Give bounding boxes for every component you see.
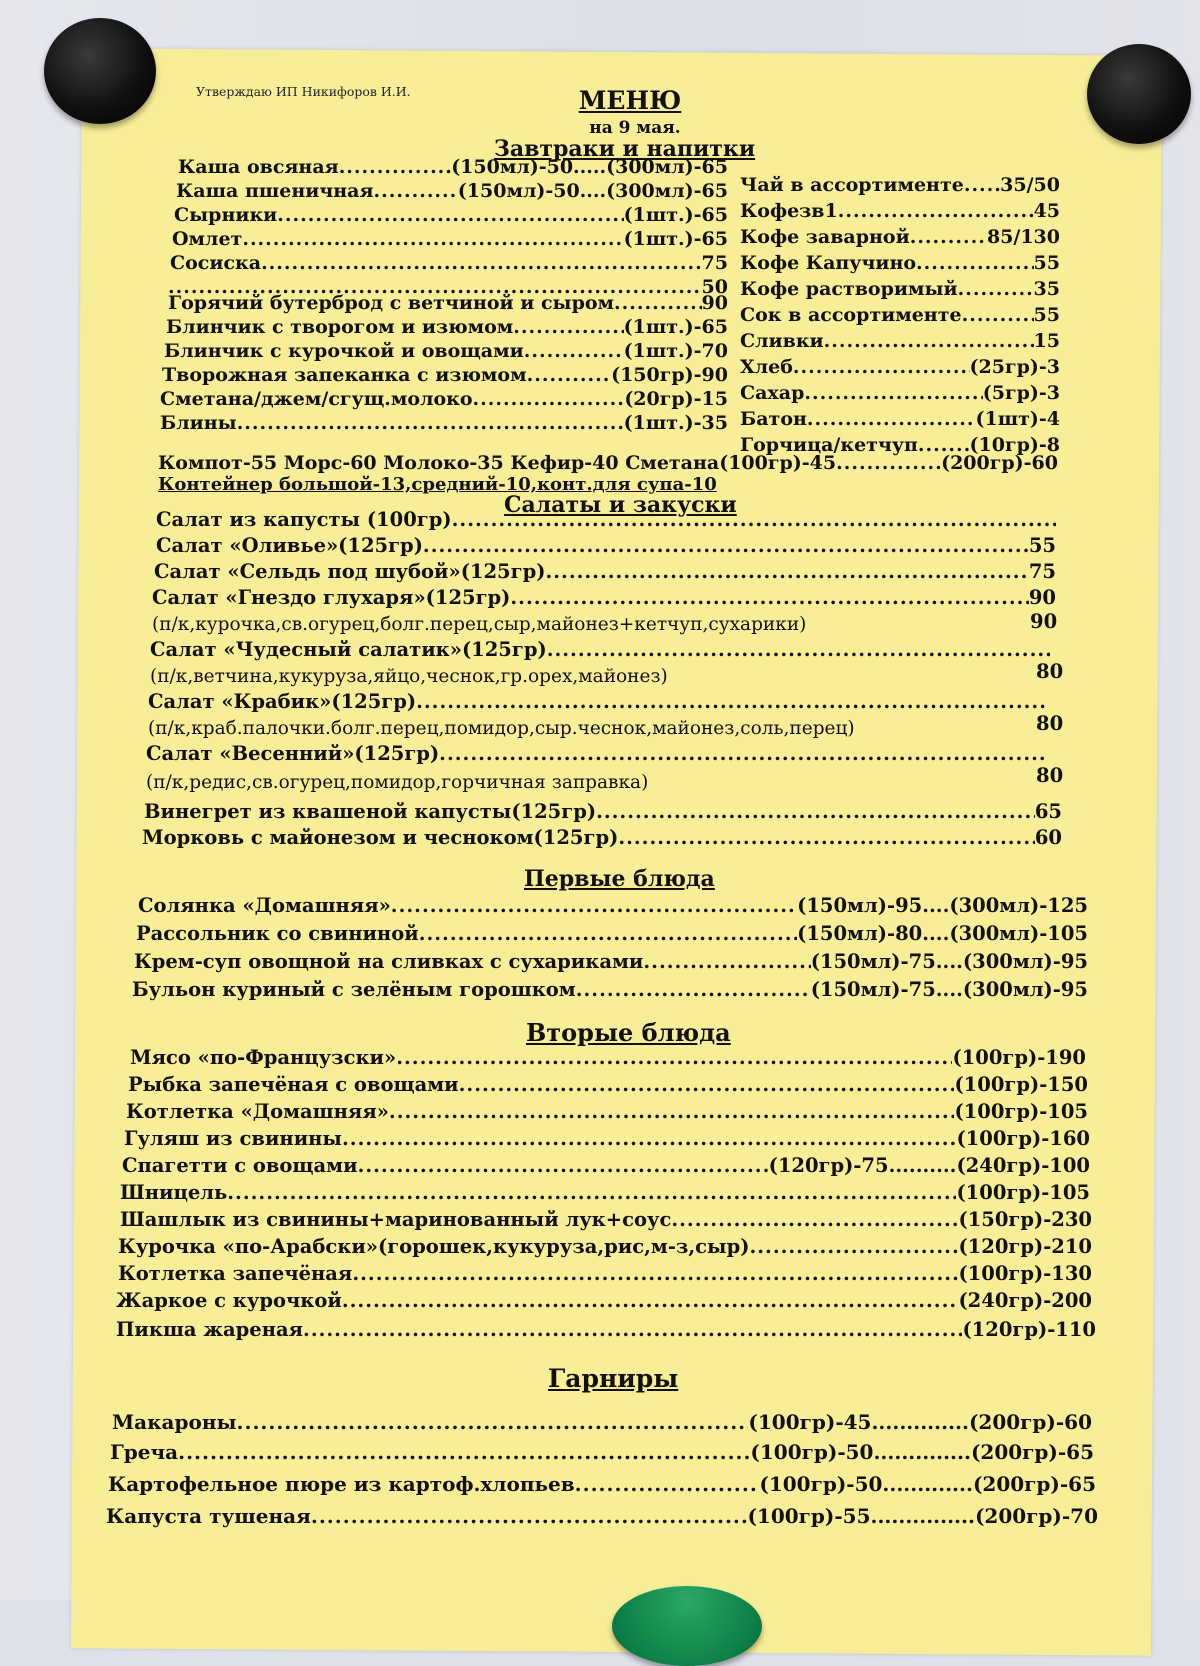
menu-item: Гуляш из свинины ..... (100гр)-160: [124, 1127, 1090, 1150]
menu-item: Салат «Весенний»(125гр) .....: [146, 742, 1046, 765]
menu-item: Котлетка «Домашняя» ..... (100гр)-105: [126, 1100, 1088, 1123]
menu-item: Салат «Крабик»(125гр) .....: [148, 690, 1048, 713]
menu-item: Сахар ..... (5гр)-3: [740, 382, 1060, 404]
menu-title: МЕНЮ: [578, 86, 682, 115]
menu-item: Салат из капусты (100гр) .....: [156, 508, 1056, 531]
menu-item: Греча ..... (100гр)-50..............(200гр)-65: [110, 1440, 1094, 1464]
menu-item-price: 80: [1036, 660, 1064, 683]
menu-item: Кофезв1 ..... 45: [740, 200, 1060, 222]
menu-item: Рыбка запечёная с овощами ..... (100гр)-150: [128, 1073, 1088, 1096]
menu-item: Капуста тушеная ..... (100гр)-55...............(200гр)-70: [106, 1504, 1098, 1528]
salad-note: (п/к,курочка,св.огурец,болг.перец,сыр,майонез+кетчуп,сухарики): [152, 614, 807, 635]
menu-item: Сливки ..... 15: [740, 330, 1060, 352]
menu-item: Макароны ..... (100гр)-45..............(200гр)-60: [112, 1410, 1092, 1434]
menu-item: Сырники ..... (1шт.)-65: [174, 204, 728, 226]
menu-item: Горчица/кетчуп ..... (10гр)-8: [740, 434, 1060, 456]
salad-note: (п/к,краб.палочки.болг.перец,помидор,сыр.чеснок,майонез,соль,перец): [148, 718, 855, 739]
menu-item: Салат «Сельдь под шубой»(125гр) ..... 75: [154, 560, 1056, 583]
menu-item: Чай в ассортименте ..... 35/50: [740, 174, 1060, 196]
magnet-top-right: [1087, 44, 1191, 144]
section-title-second: Вторые блюда: [526, 1018, 731, 1047]
menu-item: Салат «Чудесный салатик»(125гр) .....: [150, 638, 1050, 661]
menu-item: Салат «Оливье»(125гр) ..... 55: [156, 534, 1056, 557]
menu-item: Жаркое с курочкой ..... (240гр)-200: [116, 1289, 1092, 1312]
menu-item: Солянка «Домашняя» ..... (150мл)-95....(300мл)-125: [138, 894, 1088, 917]
menu-item: Курочка «по-Арабски»(горошек,кукуруза,рис,м-з,сыр) ..... (120гр)-210: [118, 1235, 1092, 1258]
menu-item-drinks-line: Компот-55 Морс-60 Молоко-35 Кефир-40 Сметана(100гр)-45 ..... (200гр)-60: [158, 452, 1058, 474]
menu-item: Мясо «по-Французски» ..... (100гр)-190: [130, 1046, 1086, 1069]
menu-item: ..... 50: [168, 276, 728, 298]
salad-note: (п/к,редис,св.огурец,помидор,горчичная заправка): [146, 772, 649, 793]
magnet-top-left: [44, 18, 156, 124]
salad-note: (п/к,ветчина,кукуруза,яйцо,чеснок,гр.орех,майонез): [150, 666, 668, 687]
menu-item: Каша овсяная ..... (150мл)-50.....(300мл)-65: [178, 156, 728, 178]
menu-item: Омлет ..... (1шт.)-65: [172, 228, 728, 250]
magnet-bottom: [612, 1586, 762, 1666]
menu-item: Винегрет из квашеной капусты(125гр) ..... 65: [144, 800, 1062, 823]
container-line: Контейнер большой-13,средний-10,конт.для супа-10: [158, 474, 717, 495]
menu-item-price: 90: [1030, 610, 1058, 633]
menu-item: Блинчик с курочкой и овощами ..... (1шт.)-70: [164, 340, 728, 362]
menu-item: Сметана/джем/сгущ.молоко ..... (20гр)-15: [160, 388, 728, 410]
menu-item: Морковь с майонезом и чесноком(125гр) ..... 60: [142, 826, 1062, 849]
menu-date: на 9 мая.: [589, 118, 681, 138]
menu-item: Горячий бутерброд с ветчиной и сыром ..... 90: [168, 292, 728, 314]
menu-item: Кофе растворимый ..... 35: [740, 278, 1060, 300]
menu-item: Кофе Капучино ..... 55: [740, 252, 1060, 274]
menu-item: Картофельное пюре из картоф.хлопьев ..... (100гр)-50.............(200гр)-65: [108, 1472, 1096, 1496]
approval-line: Утверждаю ИП Никифоров И.И.: [196, 84, 411, 99]
section-title-breakfast: Завтраки и напитки: [494, 136, 756, 162]
menu-item-price: 80: [1036, 764, 1064, 787]
menu-item: Хлеб ..... (25гр)-3: [740, 356, 1060, 378]
menu-item: Рассольник со свининой ..... (150мл)-80....(300мл)-105: [136, 922, 1088, 945]
menu-item: Сосиска ..... 75: [170, 252, 728, 274]
menu-item: Сок в ассортименте ..... 55: [740, 304, 1060, 326]
section-title-first: Первые блюда: [524, 866, 715, 892]
menu-item: Бульон куриный с зелёным горошком ..... (150мл)-75....(300мл)-95: [132, 978, 1088, 1001]
menu-item: Каша пшеничная ..... (150мл)-50....(300мл)-65: [176, 180, 728, 202]
menu-item: Котлетка запечёная ..... (100гр)-130: [118, 1262, 1092, 1285]
menu-item: Блины ..... (1шт.)-35: [160, 412, 728, 434]
menu-item: Спагетти с овощами ..... (120гр)-75..........(240гр)-100: [122, 1154, 1090, 1177]
menu-item: Шницель ..... (100гр)-105: [120, 1181, 1090, 1204]
menu-item: Салат «Гнездо глухаря»(125гр) ..... 90: [152, 586, 1056, 609]
menu-item: Шашлык из свинины+маринованный лук+соус ..... (150гр)-230: [120, 1208, 1092, 1231]
menu-item: Пикша жареная ..... (120гр)-110: [116, 1318, 1096, 1341]
menu-item: Блинчик с творогом и изюмом ..... (1шт.)-65: [166, 316, 728, 338]
section-title-sides: Гарниры: [548, 1364, 679, 1393]
menu-item: Кофе заварной ..... 85/130: [740, 226, 1060, 248]
menu-item: Творожная запеканка с изюмом ..... (150гр)-90: [162, 364, 728, 386]
menu-item-price: 80: [1036, 712, 1064, 735]
section-title-salads: Салаты и закуски: [504, 492, 737, 518]
menu-item: Крем-суп овощной на сливках с сухариками ..... (150мл)-75....(300мл)-95: [134, 950, 1088, 973]
menu-item: Батон ..... (1шт)-4: [740, 408, 1060, 430]
